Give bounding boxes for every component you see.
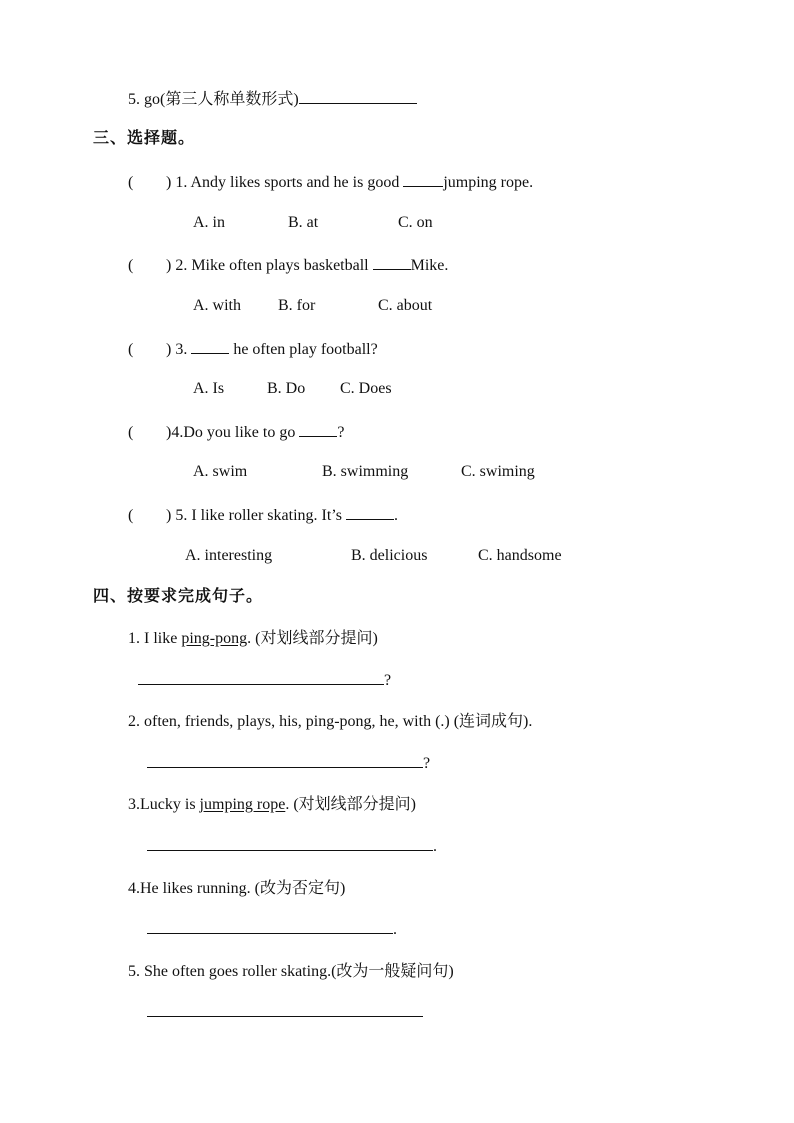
sentence-text: 1. I like bbox=[128, 630, 182, 647]
question-stem-end: ? bbox=[337, 424, 345, 441]
question-5 bbox=[128, 504, 398, 526]
answer-line-1 bbox=[138, 671, 391, 691]
sentence-text: 2. often, friends, plays, his, ping-pong, he, with (.) (连词成句). bbox=[128, 713, 533, 730]
answer-blank[interactable] bbox=[191, 338, 229, 354]
section-4-heading: 四、按要求完成句子。 bbox=[93, 588, 264, 605]
question-3 bbox=[128, 338, 378, 360]
question-2 bbox=[128, 254, 448, 276]
answer-paren-close: ) bbox=[166, 341, 172, 358]
answer-paren-open: ( bbox=[128, 341, 134, 358]
option-c: C. handsome bbox=[478, 547, 562, 564]
sentence-item-5 bbox=[128, 962, 454, 982]
answer-blank[interactable] bbox=[147, 766, 423, 768]
sentence-instruction: . (对划线部分提问) bbox=[247, 630, 378, 647]
answer-blank[interactable] bbox=[138, 683, 384, 685]
sentence-item-4 bbox=[128, 879, 345, 899]
answer-blank[interactable] bbox=[373, 254, 411, 270]
option-c: C. swiming bbox=[461, 463, 535, 480]
answer-line-3 bbox=[147, 837, 437, 857]
option-a: A. with bbox=[193, 297, 241, 314]
option-b: B. Do bbox=[267, 380, 306, 397]
option-a: A. swim bbox=[193, 463, 248, 480]
sentence-text: 5. She often goes roller skating.(改为一般疑问句) bbox=[128, 963, 454, 980]
prev-item-5 bbox=[128, 88, 417, 110]
option-a: A. Is bbox=[193, 380, 225, 397]
answer-blank[interactable] bbox=[147, 1015, 423, 1017]
underlined-phrase: jumping rope bbox=[199, 796, 286, 813]
underlined-phrase: ping-pong bbox=[181, 630, 248, 647]
option-b: B. for bbox=[278, 297, 316, 314]
answer-paren-close: ) bbox=[166, 507, 172, 524]
answer-line-5 bbox=[147, 1003, 423, 1023]
answer-paren-open: ( bbox=[128, 174, 134, 191]
sentence-item-3 bbox=[128, 795, 416, 815]
answer-paren-open: ( bbox=[128, 507, 134, 524]
answer-paren-close: ) bbox=[166, 424, 172, 441]
question-stem: 5. I like roller skating. It’s bbox=[175, 507, 346, 524]
answer-blank[interactable] bbox=[403, 171, 443, 187]
prev-item-5-text: 5. go(第三人称单数形式) bbox=[128, 91, 299, 108]
question-1 bbox=[128, 171, 533, 193]
answer-blank[interactable] bbox=[147, 849, 433, 851]
sentence-item-2 bbox=[128, 712, 532, 732]
answer-blank[interactable] bbox=[299, 88, 417, 104]
answer-paren-open: ( bbox=[128, 424, 134, 441]
answer-end-mark: . bbox=[393, 921, 397, 938]
option-c: C. about bbox=[378, 297, 433, 314]
answer-line-4 bbox=[147, 920, 397, 940]
question-stem: 3. bbox=[175, 341, 192, 358]
question-stem-end: jumping rope. bbox=[443, 174, 534, 191]
option-a: A. in bbox=[193, 214, 225, 231]
sentence-text: 3.Lucky is bbox=[128, 796, 200, 813]
sentence-instruction: . (对划线部分提问) bbox=[285, 796, 416, 813]
option-a: A. interesting bbox=[185, 547, 273, 564]
question-stem-end: . bbox=[393, 507, 398, 524]
sentence-text: 4.He likes running. (改为否定句) bbox=[128, 880, 346, 897]
question-stem-end: he often play football? bbox=[233, 341, 378, 358]
answer-end-mark: ? bbox=[384, 672, 392, 689]
question-stem-end: Mike. bbox=[410, 257, 449, 274]
question-stem: 1. Andy likes sports and he is good bbox=[175, 174, 404, 191]
answer-end-mark: . bbox=[433, 838, 437, 855]
option-b: B. swimming bbox=[322, 463, 409, 480]
answer-blank[interactable] bbox=[346, 504, 394, 520]
option-c: C. on bbox=[398, 214, 433, 231]
question-stem: 4.Do you like to go bbox=[171, 424, 300, 441]
answer-line-2 bbox=[147, 754, 430, 774]
section-3-heading: 三、选择题。 bbox=[93, 130, 196, 147]
option-c: C. Does bbox=[340, 380, 392, 397]
option-b: B. delicious bbox=[351, 547, 428, 564]
question-4 bbox=[128, 421, 344, 443]
answer-blank[interactable] bbox=[147, 932, 393, 934]
question-stem: 2. Mike often plays basketball bbox=[175, 257, 373, 274]
answer-paren-close: ) bbox=[166, 174, 172, 191]
answer-paren-close: ) bbox=[166, 257, 172, 274]
answer-end-mark: ? bbox=[423, 755, 431, 772]
option-b: B. at bbox=[288, 214, 319, 231]
sentence-item-1 bbox=[128, 629, 378, 649]
answer-paren-open: ( bbox=[128, 257, 134, 274]
answer-blank[interactable] bbox=[299, 421, 337, 437]
